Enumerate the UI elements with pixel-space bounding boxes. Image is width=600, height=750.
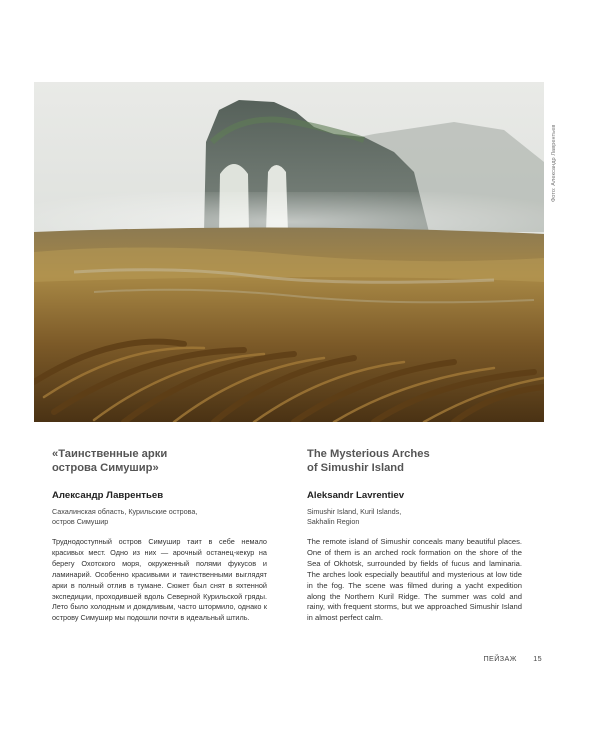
title-line: «Таинственные арки [52,448,168,460]
author-name-ru: Александр Лаврентьев [52,490,164,501]
landscape-photo [34,82,544,422]
section-name: ПЕЙЗАЖ [483,654,517,663]
russian-column [52,447,267,624]
location-line: остров Симушир [52,517,109,526]
title-line: The Mysterious Arches [307,448,430,460]
location-ru [52,507,267,527]
arches-seaweed-image [34,82,544,422]
location-line: Sakhalin Region [307,517,360,526]
location-en [307,507,522,527]
photo-credit: Фото: Александр Лаврентьев [551,124,557,202]
title-line: of Simushir Island [307,462,404,474]
article-title-en [307,447,522,475]
english-column [307,447,522,624]
page-footer [483,654,542,663]
article-title-ru [52,447,267,475]
title-line: острова Симушир» [52,462,159,474]
body-text-ru: Труднодоступный остров Симушир таит в себе немало красивых мест. Одно из них — арочный останец-кекур на берегу Охотского моря, окруженный полями фукусов и ламинарий. Особенно красивыми и таинственными выглядят арки в полный отлив в тумане. Сюжет был снят в яхтенной экспедиции, проходившей вдоль Северной Курильской гряды. Лето было холодным и дождливым, часто штормило, однако к острову Симушир мы подошли почти в идеальный штиль. [52,537,267,623]
body-text-en: The remote island of Simushir conceals many beautiful places. One of them is an arched rock formation on the shore of the Sea of Okhotsk, surrounded by fields of fucus and laminaria. The arches look especially beautiful and mysterious at low tide in the fog. The scene was filmed during a yacht expedition along the Northern Kuril Ridge. The summer was cold and rainy, with frequent storms, but we approached Simushir Island in almost perfect calm. [307,537,522,623]
location-line: Сахалинская область, Курильские острова, [52,507,198,516]
page-number: 15 [533,654,542,663]
author-name-en: Aleksandr Lavrentiev [307,490,405,501]
location-line: Simushir Island, Kuril Islands, [307,507,402,516]
